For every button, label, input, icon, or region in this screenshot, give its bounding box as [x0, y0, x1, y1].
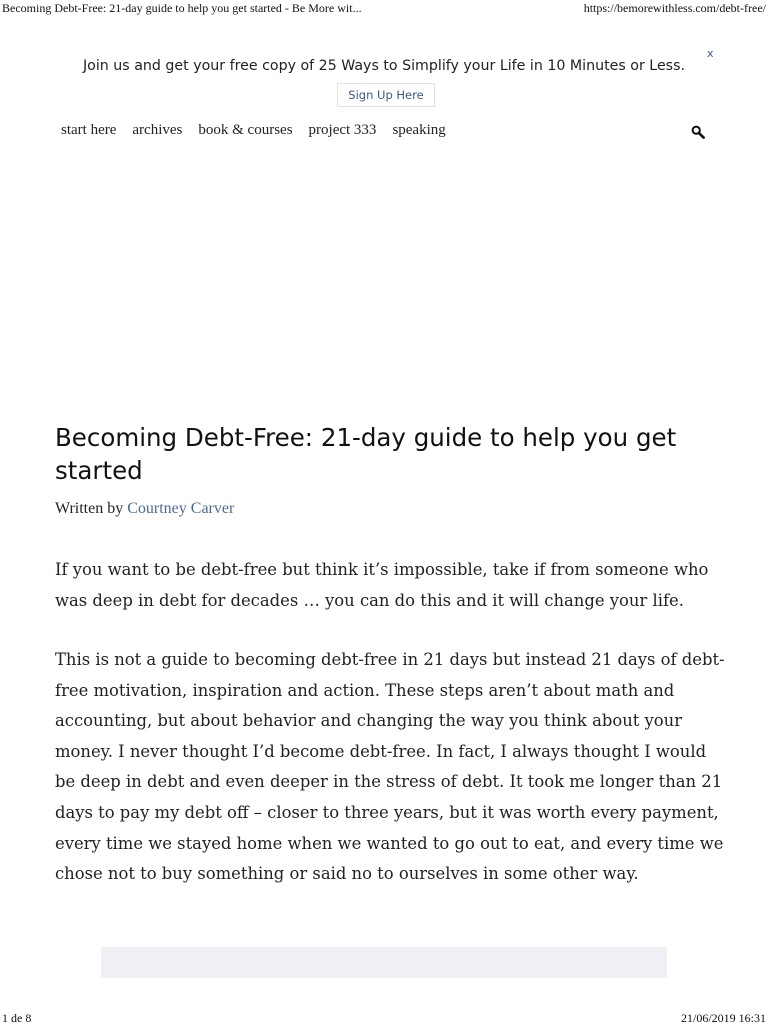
byline-prefix: Written by	[55, 500, 124, 517]
print-header	[0, 0, 768, 16]
nav-item-speaking[interactable]: speaking	[392, 122, 446, 138]
article-title: Becoming Debt-Free: 21-day guide to help you get started	[55, 423, 677, 485]
main-nav	[61, 122, 446, 139]
promo-close-button[interactable]: x	[707, 47, 714, 60]
nav-item-project-333[interactable]: project 333	[308, 122, 377, 138]
promo-text: Join us and get your free copy of 25 Ways to Simplify your Life in 10 Minutes or Less.	[83, 58, 685, 74]
article-paragraph: This is not a guide to becoming debt-free in 21 days but instead 21 days of debt-free motivation, inspiration and action. These steps aren’t about math and accounting, but about behavior and changing the way you think about your money. I never thought I’d become debt-free. In fact, I always thought I would be deep in debt and even deeper in the stress of debt. It took me longer than 21 days to pay my debt off – closer to three years, but it was worth every payment, every time we stayed home when we wanted to go out to eat, and every time we chose not to buy something or said no to ourselves in some other way.	[55, 650, 725, 884]
search-icon[interactable]	[691, 125, 705, 139]
print-page-title: Becoming Debt-Free: 21-day guide to help you get started - Be More wit...	[2, 1, 362, 15]
nav-item-start-here[interactable]: start here	[61, 122, 117, 138]
article-paragraph: If you want to be debt-free but think it’s impossible, take if from someone who was deep in debt for decades … you can do this and it will change your life.	[55, 560, 709, 610]
author-link[interactable]: Courtney Carver	[127, 500, 235, 517]
nav-item-archives[interactable]: archives	[132, 122, 183, 138]
signup-button[interactable]: Sign Up Here	[337, 83, 435, 107]
byline	[55, 500, 234, 518]
nav-item-book-courses[interactable]: book & courses	[198, 122, 293, 138]
print-url: https://bemorewithless.com/debt-free/	[583, 1, 766, 15]
print-footer	[0, 1010, 768, 1024]
ad-placeholder	[101, 947, 667, 978]
print-datetime: 21/06/2019 16:31	[680, 1011, 766, 1025]
print-page-count: 1 de 8	[2, 1011, 32, 1025]
